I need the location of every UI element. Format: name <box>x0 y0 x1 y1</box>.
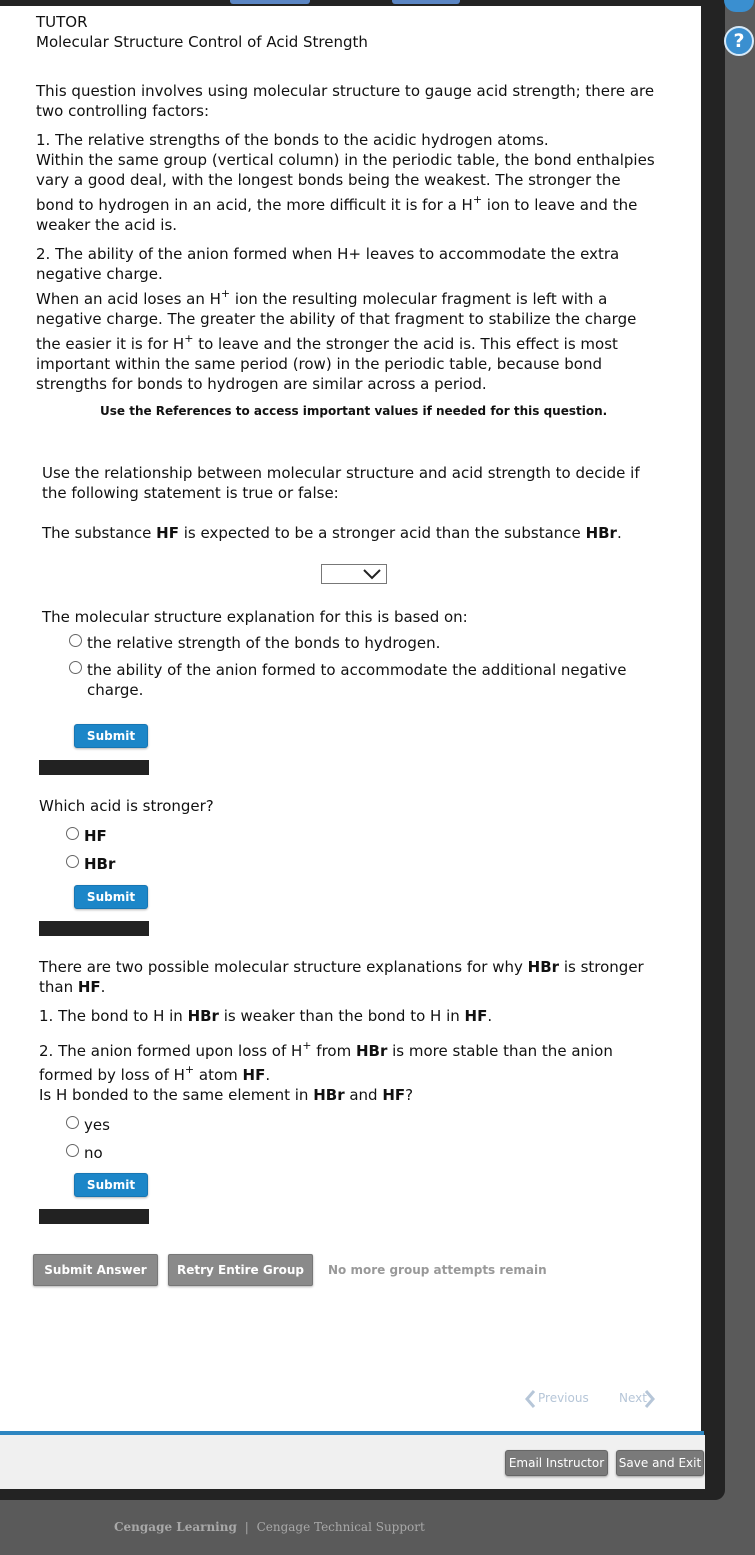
tutor-label: TUTOR <box>36 13 88 31</box>
factor2-title: 2. The ability of the anion formed when H+ leaves to accommodate the extra <box>36 245 620 263</box>
factor1-title: 1. The relative strengths of the bonds to the acidic hydrogen atoms. <box>36 131 549 149</box>
q3-intro-2: than HF. <box>39 978 106 996</box>
chevron-left-icon <box>524 1389 536 1409</box>
q1-option2-label[interactable]: the ability of the anion formed to accommodate the additional negative <box>87 661 627 679</box>
review-topics-link[interactable] <box>230 0 310 4</box>
q3-intro: There are two possible molecular structure explanations for why HBr is stronger <box>39 958 644 976</box>
q3-no-label[interactable]: no <box>84 1144 103 1162</box>
top-links <box>230 0 470 6</box>
help-icon[interactable]: ? <box>724 26 754 56</box>
next-label: Next <box>619 1391 647 1405</box>
q1-feedback-bar <box>39 760 149 775</box>
factor2-text: When an acid loses an H+ ion the resulting molecular fragment is left with a <box>36 287 608 308</box>
q3-feedback-bar <box>39 1209 149 1224</box>
q1-option2-radio[interactable] <box>69 661 82 674</box>
q3-yes-radio[interactable] <box>66 1116 79 1129</box>
factor1-text: Within the same group (vertical column) in the periodic table, the bond enthalpies <box>36 151 655 169</box>
q3-no-radio[interactable] <box>66 1144 79 1157</box>
q1-option1-radio[interactable] <box>69 634 82 647</box>
q3-explanation1: 1. The bond to H in HBr is weaker than the bond to H in HF. <box>39 1007 493 1025</box>
references-note: Use the References to access important values if needed for this question. <box>100 404 608 418</box>
q2-prompt: Which acid is stronger? <box>39 797 214 815</box>
q1-option2-label-2[interactable]: charge. <box>87 681 144 699</box>
factor2-text-2: negative charge. The greater the ability of that fragment to stabilize the charge <box>36 310 637 328</box>
q2-submit-button[interactable]: Submit <box>74 885 148 909</box>
q1-statement: The substance HF is expected to be a stronger acid than the substance HBr. <box>42 524 622 542</box>
factor2-text-4: important within the same period (row) in the periodic table, because bond <box>36 355 603 373</box>
true-false-select[interactable] <box>321 564 387 584</box>
footer-band <box>0 1435 705 1489</box>
factor2-text-5: strengths for bonds to hydrogen are similar across a period. <box>36 375 487 393</box>
previous-label: Previous <box>538 1391 589 1405</box>
chevron-down-icon <box>362 568 382 580</box>
q3-explanation2: 2. The anion formed upon loss of H+ from HBr is more stable than the anion <box>39 1039 613 1060</box>
help-button-top[interactable] <box>724 0 754 12</box>
site-footer <box>114 1520 425 1534</box>
q3-explanation2-2: formed by loss of H+ atom HF. <box>39 1063 271 1084</box>
factor2-title-2: negative charge. <box>36 265 163 283</box>
factor2-text-3: the easier it is for H+ to leave and the stronger the acid is. This effect is most <box>36 332 618 353</box>
attempts-note: No more group attempts remain <box>328 1263 547 1277</box>
factor1-text-2: vary a good deal, with the longest bonds being the weakest. The stronger the <box>36 171 621 189</box>
q2-hf-label[interactable]: HF <box>84 827 107 845</box>
factor1-text-4: weaker the acid is. <box>36 216 178 234</box>
footer-separator: | <box>244 1520 249 1534</box>
references-link[interactable] <box>392 0 460 4</box>
submit-answer-button[interactable]: Submit Answer <box>33 1254 158 1286</box>
q3-yes-label[interactable]: yes <box>84 1116 110 1134</box>
q1-submit-button[interactable]: Submit <box>74 724 148 748</box>
q3-submit-button[interactable]: Submit <box>74 1173 148 1197</box>
q3-question: Is H bonded to the same element in HBr and HF? <box>39 1086 414 1104</box>
q1-explanation-label: The molecular structure explanation for this is based on: <box>42 608 468 626</box>
q2-hf-radio[interactable] <box>66 827 79 840</box>
chevron-right-icon <box>644 1389 656 1409</box>
q2-feedback-bar <box>39 921 149 936</box>
email-instructor-button[interactable]: Email Instructor <box>505 1450 608 1476</box>
q1-prompt: Use the relationship between molecular structure and acid strength to decide if <box>42 464 640 482</box>
q1-option1-label[interactable]: the relative strength of the bonds to hydrogen. <box>87 634 441 652</box>
q1-prompt-2: the following statement is true or false: <box>42 484 339 502</box>
cengage-learning-link[interactable]: Cengage Learning <box>114 1520 237 1534</box>
tech-support-link[interactable]: Cengage Technical Support <box>256 1520 425 1534</box>
q2-hbr-label[interactable]: HBr <box>84 855 116 873</box>
intro-paragraph: This question involves using molecular structure to gauge acid strength; there are two controlling factors: <box>36 82 655 120</box>
content-panel <box>0 6 701 1431</box>
retry-group-button[interactable]: Retry Entire Group <box>168 1254 313 1286</box>
factor1-text-3: bond to hydrogen in an acid, the more difficult it is for a H+ ion to leave and the <box>36 193 638 214</box>
save-exit-button[interactable]: Save and Exit <box>616 1450 704 1476</box>
q2-hbr-radio[interactable] <box>66 855 79 868</box>
page-title: Molecular Structure Control of Acid Strength <box>36 33 368 51</box>
